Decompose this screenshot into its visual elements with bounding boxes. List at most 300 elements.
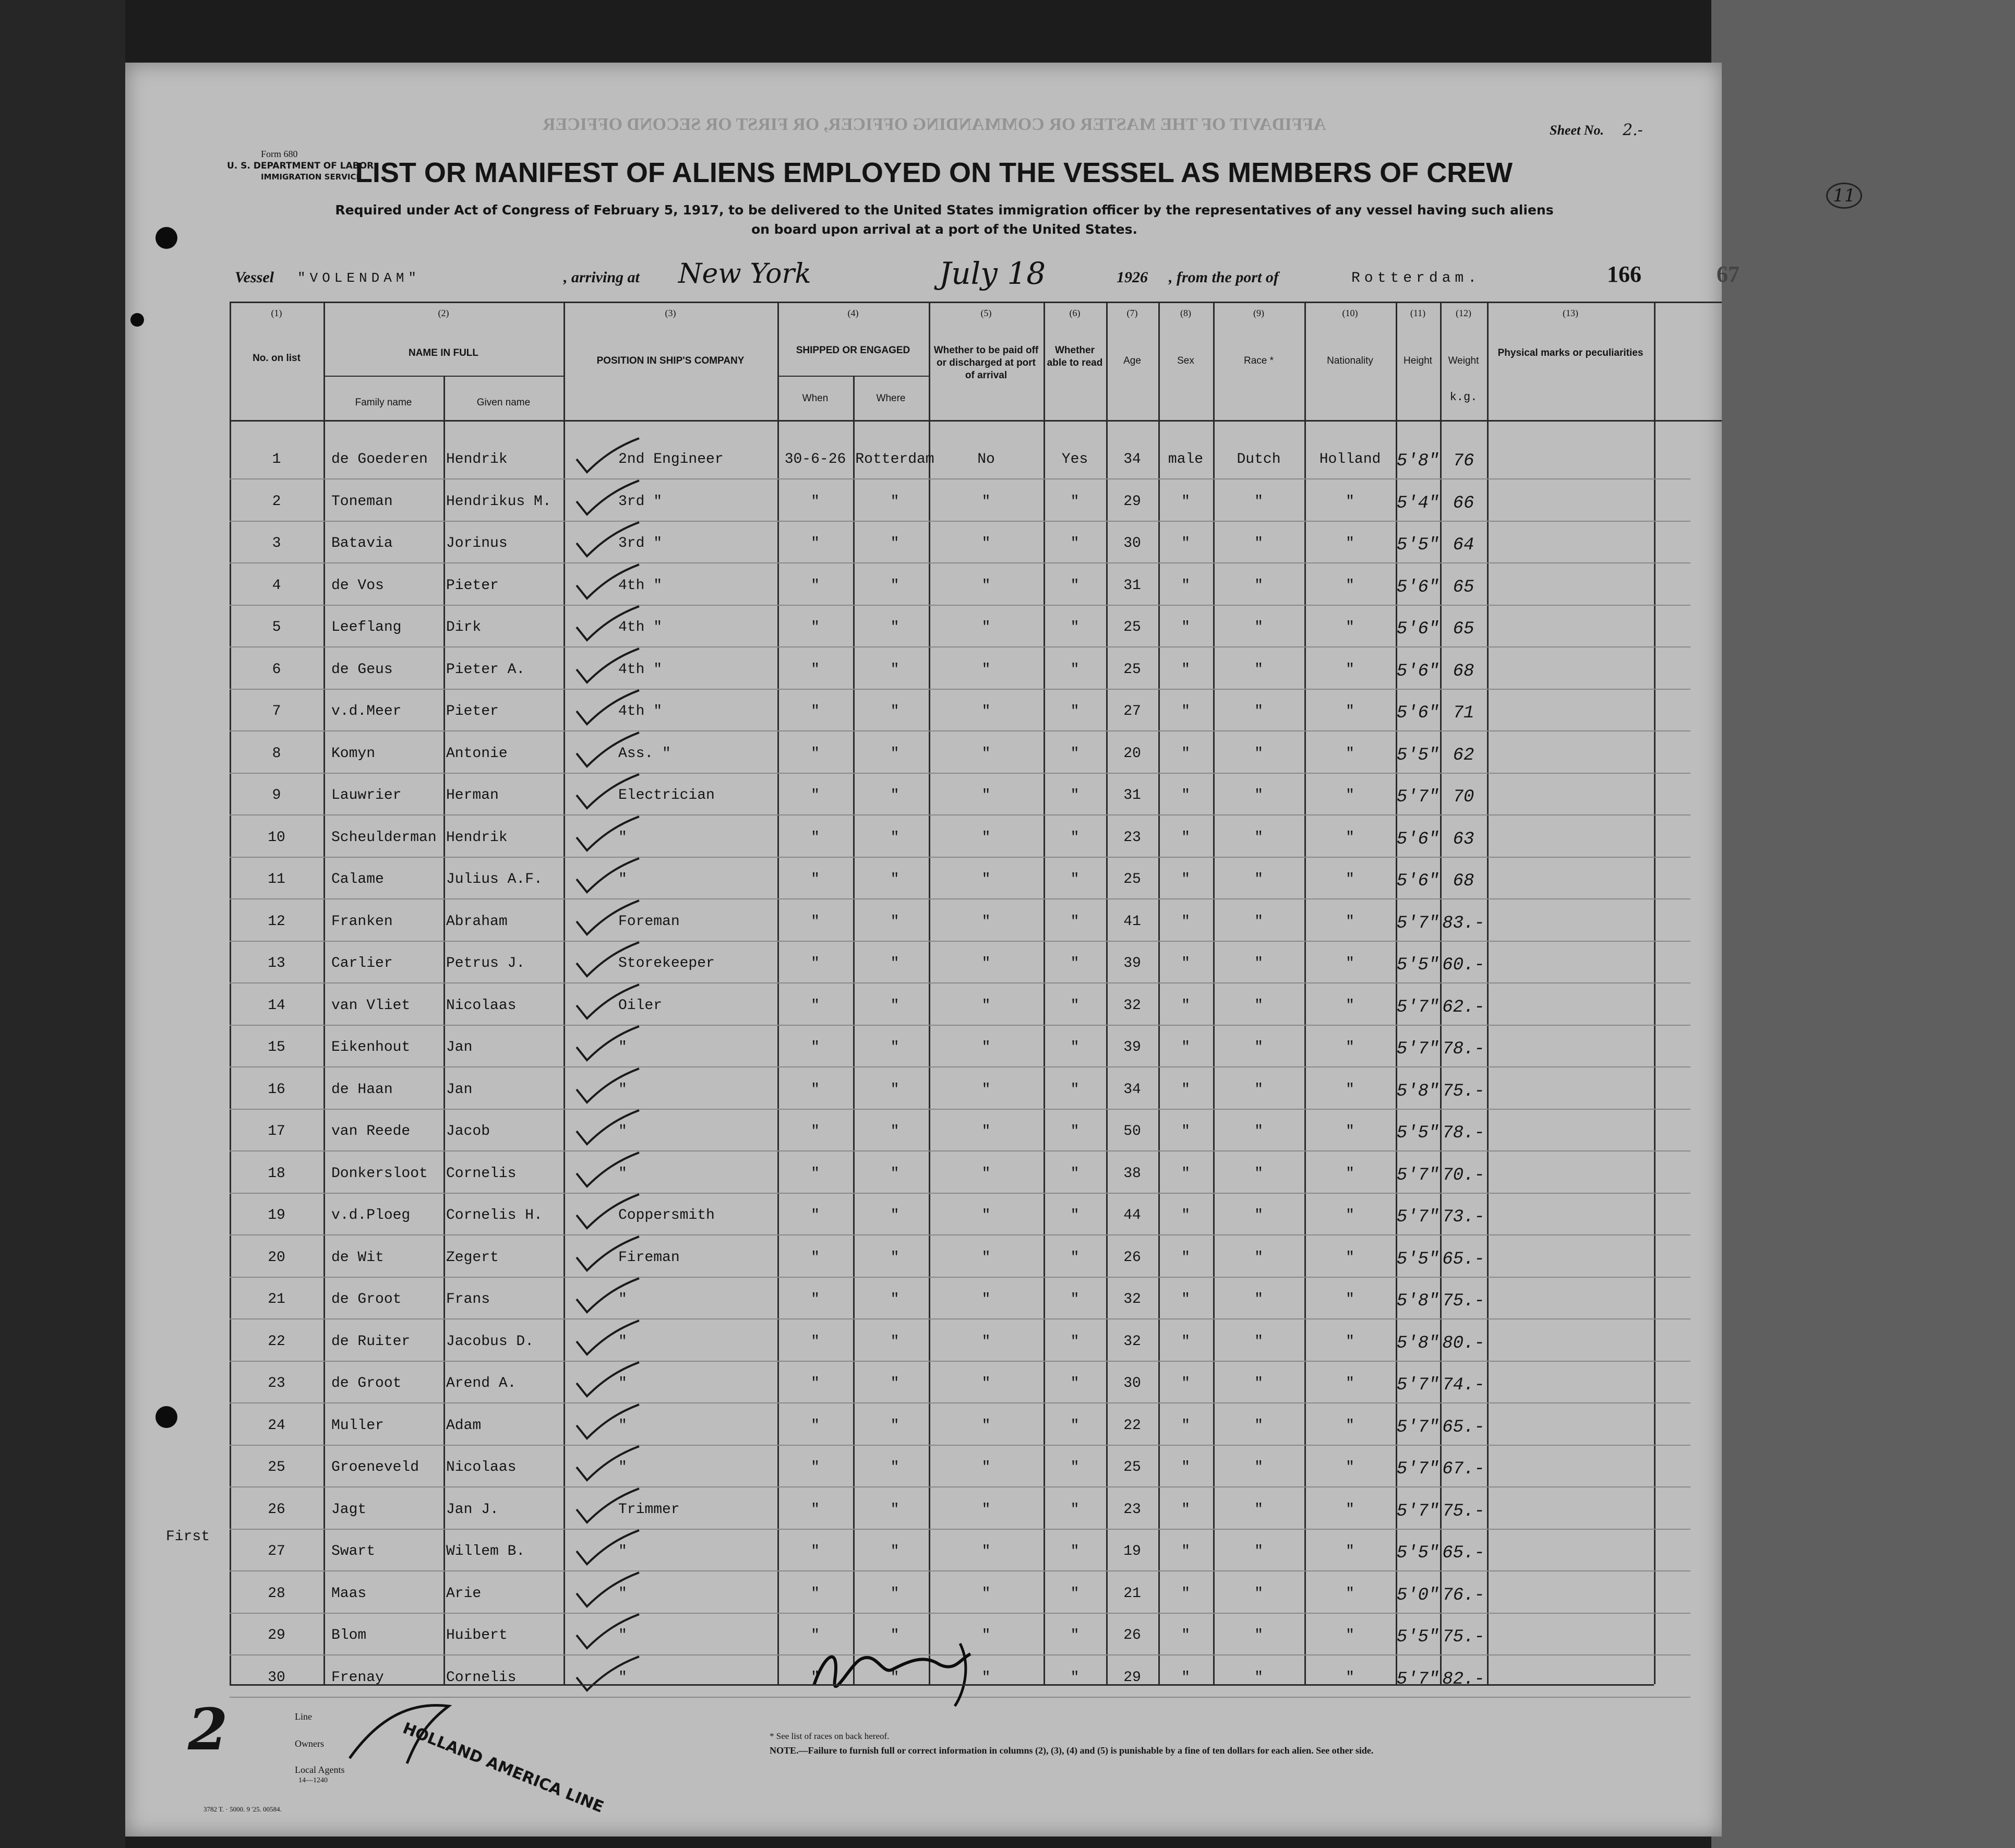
- cell-race: ": [1254, 1417, 1263, 1434]
- cell-paid: ": [981, 703, 991, 719]
- cell-sex: ": [1181, 955, 1190, 971]
- cell-nationality: ": [1346, 1081, 1354, 1098]
- cell-nationality: ": [1346, 1543, 1354, 1559]
- cell-family: Carlier: [331, 955, 393, 971]
- cell-race: ": [1254, 1375, 1263, 1391]
- cell-weight: 80.-: [1442, 1333, 1485, 1353]
- cell-age: 25: [1123, 871, 1141, 887]
- cell-age: 31: [1123, 787, 1141, 803]
- cell-race: ": [1254, 1459, 1263, 1475]
- row-rule: [230, 1318, 1690, 1319]
- col-num-10: (10): [1342, 308, 1358, 318]
- scan-right-background: [1711, 0, 2015, 1848]
- cell-where: ": [890, 997, 899, 1014]
- cell-weight: 75.-: [1442, 1501, 1485, 1521]
- cell-weight: 70.-: [1442, 1165, 1485, 1185]
- cell-paid: ": [981, 1585, 991, 1602]
- cell-paid: ": [981, 1333, 991, 1350]
- cell-family: Komyn: [331, 745, 376, 762]
- cell-weight: 76.-: [1442, 1585, 1485, 1605]
- cell-no: 24: [268, 1417, 285, 1434]
- cell-family: Blom: [331, 1627, 367, 1643]
- cell-position: Trimmer: [618, 1501, 680, 1518]
- row-rule: [230, 521, 1690, 522]
- local-agents-label: Local Agents: [295, 1765, 345, 1775]
- cell-race: ": [1254, 1333, 1263, 1350]
- cell-no: 26: [268, 1501, 285, 1518]
- cell-sex: ": [1181, 913, 1190, 930]
- cell-sex: ": [1181, 1207, 1190, 1223]
- cell-when: ": [811, 1375, 820, 1391]
- cell-position: ": [618, 1543, 627, 1559]
- cell-weight: 67.-: [1442, 1459, 1485, 1479]
- print-code: 3782 T. · 5000. 9 '25. 00584.: [203, 1805, 282, 1813]
- cell-when: ": [811, 1669, 820, 1686]
- cell-age: 34: [1123, 1081, 1141, 1098]
- cell-height: 5'5": [1396, 535, 1440, 555]
- cell-position: ": [618, 1081, 627, 1098]
- cell-when: ": [811, 1039, 820, 1055]
- cell-family: Muller: [331, 1417, 384, 1434]
- cell-when: ": [811, 1417, 820, 1434]
- cell-paid: ": [981, 1291, 991, 1307]
- cell-paid: ": [981, 1375, 991, 1391]
- cell-race: ": [1254, 661, 1263, 678]
- punch-hole: [130, 313, 144, 327]
- cell-race: ": [1254, 493, 1263, 510]
- cell-nationality: ": [1346, 661, 1354, 678]
- agents-code: 14—1240: [298, 1777, 328, 1784]
- penalty-note: NOTE.—Failure to furnish full or correct information in columns (2), (3), (4) and (5) is punishable by a fine of ten dollars for each alien. See other side.: [770, 1745, 1374, 1756]
- cell-sex: ": [1181, 1165, 1190, 1182]
- vessel-name: "VOLENDAM": [297, 270, 421, 286]
- form-number: Form 680: [261, 149, 298, 159]
- header-paid-off: Whether to be paid off or discharged at port of arrival: [933, 345, 1039, 381]
- cell-weight: 65.-: [1442, 1543, 1485, 1563]
- cell-given: Jan J.: [446, 1501, 499, 1518]
- cell-position: Ass. ": [618, 745, 671, 762]
- cell-age: 39: [1123, 955, 1141, 971]
- cell-paid: ": [981, 1459, 991, 1475]
- cell-read: ": [1070, 1459, 1080, 1475]
- cell-age: 26: [1123, 1627, 1141, 1643]
- cell-given: Willem B.: [446, 1543, 525, 1559]
- cell-where: ": [890, 1501, 899, 1518]
- col-num-1: (1): [271, 308, 282, 318]
- cell-given: Petrus J.: [446, 955, 525, 971]
- cell-weight: 71: [1453, 703, 1474, 723]
- cell-age: 30: [1123, 535, 1141, 551]
- row-rule: [230, 1361, 1690, 1362]
- row-rule: [230, 857, 1690, 858]
- cell-read: ": [1070, 703, 1080, 719]
- cell-race: ": [1254, 1039, 1263, 1055]
- cell-age: 31: [1123, 577, 1141, 594]
- cell-height: 5'5": [1396, 955, 1440, 975]
- cell-no: 2: [272, 493, 281, 510]
- cell-paid: ": [981, 829, 991, 846]
- cell-read: ": [1070, 913, 1080, 930]
- cell-height: 5'7": [1396, 997, 1440, 1017]
- header-family-name: Family name: [355, 397, 412, 408]
- cell-read: ": [1070, 829, 1080, 846]
- cell-where: ": [890, 1039, 899, 1055]
- cell-height: 5'6": [1396, 619, 1440, 639]
- cell-where: ": [890, 1417, 899, 1434]
- cell-race: ": [1254, 535, 1263, 551]
- cell-nationality: ": [1346, 1501, 1354, 1518]
- cell-read: ": [1070, 577, 1080, 594]
- cell-when: ": [811, 1501, 820, 1518]
- cell-where: ": [890, 619, 899, 635]
- cell-paid: ": [981, 619, 991, 635]
- cell-family: Donkersloot: [331, 1165, 428, 1182]
- cell-race: ": [1254, 1249, 1263, 1266]
- cell-age: 50: [1123, 1123, 1141, 1139]
- cell-age: 27: [1123, 703, 1141, 719]
- row-rule: [230, 478, 1690, 479]
- cell-sex: male: [1168, 451, 1204, 467]
- cell-nationality: ": [1346, 997, 1354, 1014]
- cell-position: ": [618, 871, 627, 887]
- cell-nationality: ": [1346, 1291, 1354, 1307]
- cell-height: 5'5": [1396, 1123, 1440, 1143]
- cell-nationality: ": [1346, 1375, 1354, 1391]
- header-weight: Weight: [1448, 355, 1479, 366]
- cell-height: 5'8": [1396, 1291, 1440, 1311]
- cell-when: ": [811, 871, 820, 887]
- cell-nationality: Holland: [1319, 451, 1381, 467]
- cell-family: van Vliet: [331, 997, 411, 1014]
- cell-family: Eikenhout: [331, 1039, 411, 1055]
- cell-when: ": [811, 1207, 820, 1223]
- cell-age: 25: [1123, 661, 1141, 678]
- cell-no: 8: [272, 745, 281, 762]
- cell-family: Maas: [331, 1585, 367, 1602]
- cell-height: 5'5": [1396, 1543, 1440, 1563]
- cell-no: 1: [272, 451, 281, 467]
- row-rule: [230, 1445, 1690, 1446]
- col-num-7: (7): [1126, 308, 1138, 318]
- cell-nationality: ": [1346, 1207, 1354, 1223]
- cell-given: Pieter: [446, 703, 499, 719]
- header-no-on-list: No. on list: [253, 353, 301, 364]
- cell-race: ": [1254, 1501, 1263, 1518]
- cell-height: 5'7": [1396, 1207, 1440, 1227]
- cell-position: ": [618, 829, 627, 846]
- cell-given: Abraham: [446, 913, 508, 930]
- cell-sex: ": [1181, 1669, 1190, 1686]
- cell-race: ": [1254, 913, 1263, 930]
- cell-when: ": [811, 1543, 820, 1559]
- cell-weight: 66: [1453, 493, 1474, 513]
- col-num-4: (4): [847, 308, 859, 318]
- cell-sex: ": [1181, 1417, 1190, 1434]
- row-rule: [230, 1486, 1690, 1487]
- cell-when: ": [811, 745, 820, 762]
- cell-age: 20: [1123, 745, 1141, 762]
- cell-when: ": [811, 619, 820, 635]
- cell-age: 32: [1123, 1333, 1141, 1350]
- page-number-2: 67: [1717, 261, 1740, 287]
- cell-weight: 65.-: [1442, 1249, 1485, 1269]
- cell-where: ": [890, 955, 899, 971]
- cell-age: 25: [1123, 619, 1141, 635]
- row-rule: [230, 1402, 1690, 1403]
- cell-race: ": [1254, 1585, 1263, 1602]
- cell-where: ": [890, 535, 899, 551]
- row-rule: [230, 646, 1690, 647]
- cell-height: 5'5": [1396, 745, 1440, 765]
- cell-no: 16: [268, 1081, 285, 1098]
- cell-weight: 62: [1453, 745, 1474, 765]
- cell-no: 19: [268, 1207, 285, 1223]
- col-num-6: (6): [1069, 308, 1081, 318]
- cell-paid: ": [981, 577, 991, 594]
- cell-read: ": [1070, 1417, 1080, 1434]
- cell-read: ": [1070, 1501, 1080, 1518]
- cell-nationality: ": [1346, 577, 1354, 594]
- races-note: * See list of races on back hereof.: [770, 1731, 890, 1741]
- cell-race: ": [1254, 787, 1263, 803]
- cell-read: ": [1070, 997, 1080, 1014]
- cell-no: 15: [268, 1039, 285, 1055]
- cell-height: 5'0": [1396, 1585, 1440, 1605]
- cell-height: 5'7": [1396, 913, 1440, 933]
- manifest-page: [125, 63, 1856, 1837]
- page-number: 166: [1607, 261, 1641, 287]
- cell-position: ": [618, 1627, 627, 1643]
- cell-race: ": [1254, 703, 1263, 719]
- cell-nationality: ": [1346, 493, 1354, 510]
- cell-race: ": [1254, 577, 1263, 594]
- holland-america-stamp: HOLLAND AMERICA LINE: [400, 1719, 606, 1817]
- cell-no: 30: [268, 1669, 285, 1686]
- row-rule: [230, 898, 1690, 899]
- cell-height: 5'7": [1396, 1501, 1440, 1521]
- cell-when: ": [811, 1585, 820, 1602]
- cell-given: Cornelis: [446, 1165, 517, 1182]
- cell-height: 5'5": [1396, 1627, 1440, 1647]
- row-rule: [230, 1613, 1690, 1614]
- cell-height: 5'4": [1396, 493, 1440, 513]
- cell-age: 29: [1123, 493, 1141, 510]
- cell-height: 5'5": [1396, 1249, 1440, 1269]
- cell-nationality: ": [1346, 703, 1354, 719]
- row-rule: [230, 1529, 1690, 1530]
- cell-position: Fireman: [618, 1249, 680, 1266]
- cell-where: ": [890, 1543, 899, 1559]
- cell-paid: No: [977, 451, 995, 467]
- cell-position: 4th ": [618, 703, 663, 719]
- sheet-label: Sheet No.: [1550, 123, 1604, 138]
- cell-paid: ": [981, 955, 991, 971]
- cell-position: ": [618, 1417, 627, 1434]
- row-rule: [230, 773, 1690, 774]
- cell-given: Julius A.F.: [446, 871, 543, 887]
- cell-race: ": [1254, 1207, 1263, 1223]
- cell-when: ": [811, 1459, 820, 1475]
- cell-given: Nicolaas: [446, 997, 517, 1014]
- cell-nationality: ": [1346, 1165, 1354, 1182]
- cell-nationality: ": [1346, 913, 1354, 930]
- row-rule: [230, 1193, 1690, 1194]
- cell-no: 21: [268, 1291, 285, 1307]
- cell-age: 44: [1123, 1207, 1141, 1223]
- cell-height: 5'8": [1396, 1333, 1440, 1353]
- cell-where: ": [890, 871, 899, 887]
- row-rule: [230, 1025, 1690, 1026]
- header-where: Where: [876, 393, 906, 404]
- arrival-date: July 18: [939, 256, 1046, 291]
- cell-sex: ": [1181, 1543, 1190, 1559]
- cell-race: ": [1254, 829, 1263, 846]
- cell-sex: ": [1181, 1081, 1190, 1098]
- row-rule: [230, 1570, 1690, 1571]
- page-mark: 2: [188, 1696, 228, 1763]
- cell-age: 30: [1123, 1375, 1141, 1391]
- cell-paid: ": [981, 1543, 991, 1559]
- cell-height: 5'6": [1396, 577, 1440, 597]
- line-label: Line: [295, 1711, 312, 1722]
- cell-height: 5'8": [1396, 1081, 1440, 1101]
- cell-no: 27: [268, 1543, 285, 1559]
- cell-where: ": [890, 1459, 899, 1475]
- cell-no: 29: [268, 1627, 285, 1643]
- sheet-value: 2.-: [1623, 121, 1643, 139]
- signature: [803, 1623, 981, 1711]
- cell-where: ": [890, 1291, 899, 1307]
- cell-height: 5'6": [1396, 661, 1440, 681]
- cell-paid: ": [981, 535, 991, 551]
- cell-read: ": [1070, 1585, 1080, 1602]
- cell-where: ": [890, 913, 899, 930]
- cell-weight: 82.-: [1442, 1669, 1485, 1689]
- cell-no: 25: [268, 1459, 285, 1475]
- cell-nationality: ": [1346, 871, 1354, 887]
- cell-family: Frenay: [331, 1669, 384, 1686]
- cell-position: Foreman: [618, 913, 680, 930]
- cell-when: ": [811, 787, 820, 803]
- cell-where: ": [890, 829, 899, 846]
- col-num-13: (13): [1563, 308, 1578, 318]
- cell-race: ": [1254, 1165, 1263, 1182]
- col-num-3: (3): [665, 308, 676, 318]
- cell-read: ": [1070, 955, 1080, 971]
- cell-nationality: ": [1346, 1123, 1354, 1139]
- cell-age: 23: [1123, 1501, 1141, 1518]
- cell-given: Jacobus D.: [446, 1333, 534, 1350]
- cell-given: Hendrik: [446, 451, 508, 467]
- punch-hole: [155, 1406, 177, 1428]
- cell-where: ": [890, 1165, 899, 1182]
- cell-position: Storekeeper: [618, 955, 715, 971]
- cell-given: Herman: [446, 787, 499, 803]
- cell-sex: ": [1181, 661, 1190, 678]
- cell-where: ": [890, 1123, 899, 1139]
- cell-nationality: ": [1346, 1669, 1354, 1686]
- cell-weight: 78.-: [1442, 1123, 1485, 1143]
- cell-weight: 70: [1453, 787, 1474, 807]
- cell-given: Arend A.: [446, 1375, 517, 1391]
- cell-no: 10: [268, 829, 285, 846]
- cell-given: Jacob: [446, 1123, 490, 1139]
- cell-paid: ": [981, 1165, 991, 1182]
- cell-weight: 74.-: [1442, 1375, 1485, 1395]
- cell-when: ": [811, 997, 820, 1014]
- cell-race: ": [1254, 871, 1263, 887]
- cell-sex: ": [1181, 1375, 1190, 1391]
- cell-when: ": [811, 955, 820, 971]
- cell-nationality: ": [1346, 619, 1354, 635]
- cell-position: ": [618, 1291, 627, 1307]
- cell-read: ": [1070, 1081, 1080, 1098]
- cell-race: ": [1254, 997, 1263, 1014]
- header-physical-marks: Physical marks or peculiarities: [1497, 347, 1644, 358]
- cell-nationality: ": [1346, 1417, 1354, 1434]
- cell-family: Swart: [331, 1543, 376, 1559]
- cell-height: 5'7": [1396, 1669, 1440, 1689]
- cell-age: 38: [1123, 1165, 1141, 1182]
- document-title: LIST OR MANIFEST OF ALIENS EMPLOYED ON THE VESSEL AS MEMBERS OF CREW: [355, 157, 1513, 188]
- cell-paid: ": [981, 1039, 991, 1055]
- cell-when: ": [811, 829, 820, 846]
- cell-when: ": [811, 703, 820, 719]
- cell-family: de Wit: [331, 1249, 384, 1266]
- cell-read: ": [1070, 619, 1080, 635]
- cell-paid: ": [981, 1627, 991, 1643]
- cell-where: ": [890, 577, 899, 594]
- row-rule: [230, 1109, 1690, 1110]
- cell-position: ": [618, 1375, 627, 1391]
- cell-when: ": [811, 577, 820, 594]
- cell-family: Franken: [331, 913, 393, 930]
- row-rule: [230, 605, 1690, 606]
- cell-sex: ": [1181, 535, 1190, 551]
- cell-sex: ": [1181, 577, 1190, 594]
- header-name-in-full: NAME IN FULL: [408, 347, 479, 358]
- cell-read: ": [1070, 745, 1080, 762]
- cell-where: ": [890, 1375, 899, 1391]
- cell-when: ": [811, 535, 820, 551]
- cell-when: ": [811, 493, 820, 510]
- cell-weight: 62.-: [1442, 997, 1485, 1017]
- header-able-to-read: Whether able to read: [1047, 345, 1103, 368]
- cell-sex: ": [1181, 1039, 1190, 1055]
- cell-sex: ": [1181, 1333, 1190, 1350]
- cell-race: ": [1254, 1627, 1263, 1643]
- cell-nationality: ": [1346, 829, 1354, 846]
- header-position: POSITION IN SHIP'S COMPANY: [596, 355, 745, 366]
- cell-given: Hendrik: [446, 829, 508, 846]
- cell-age: 25: [1123, 1459, 1141, 1475]
- cell-position: Electrician: [618, 787, 715, 803]
- cell-height: 5'7": [1396, 1039, 1440, 1059]
- cell-family: v.d.Meer: [331, 703, 402, 719]
- cell-age: 29: [1123, 1669, 1141, 1686]
- cell-family: van Reede: [331, 1123, 411, 1139]
- cell-nationality: ": [1346, 787, 1354, 803]
- cell-nationality: ": [1346, 1627, 1354, 1643]
- cell-family: de Groot: [331, 1291, 402, 1307]
- cell-given: Nicolaas: [446, 1459, 517, 1475]
- cell-nationality: ": [1346, 1039, 1354, 1055]
- cell-weight: 75.-: [1442, 1081, 1485, 1101]
- cell-where: ": [890, 1585, 899, 1602]
- cell-paid: ": [981, 787, 991, 803]
- cell-read: ": [1070, 1669, 1080, 1686]
- cell-read: ": [1070, 661, 1080, 678]
